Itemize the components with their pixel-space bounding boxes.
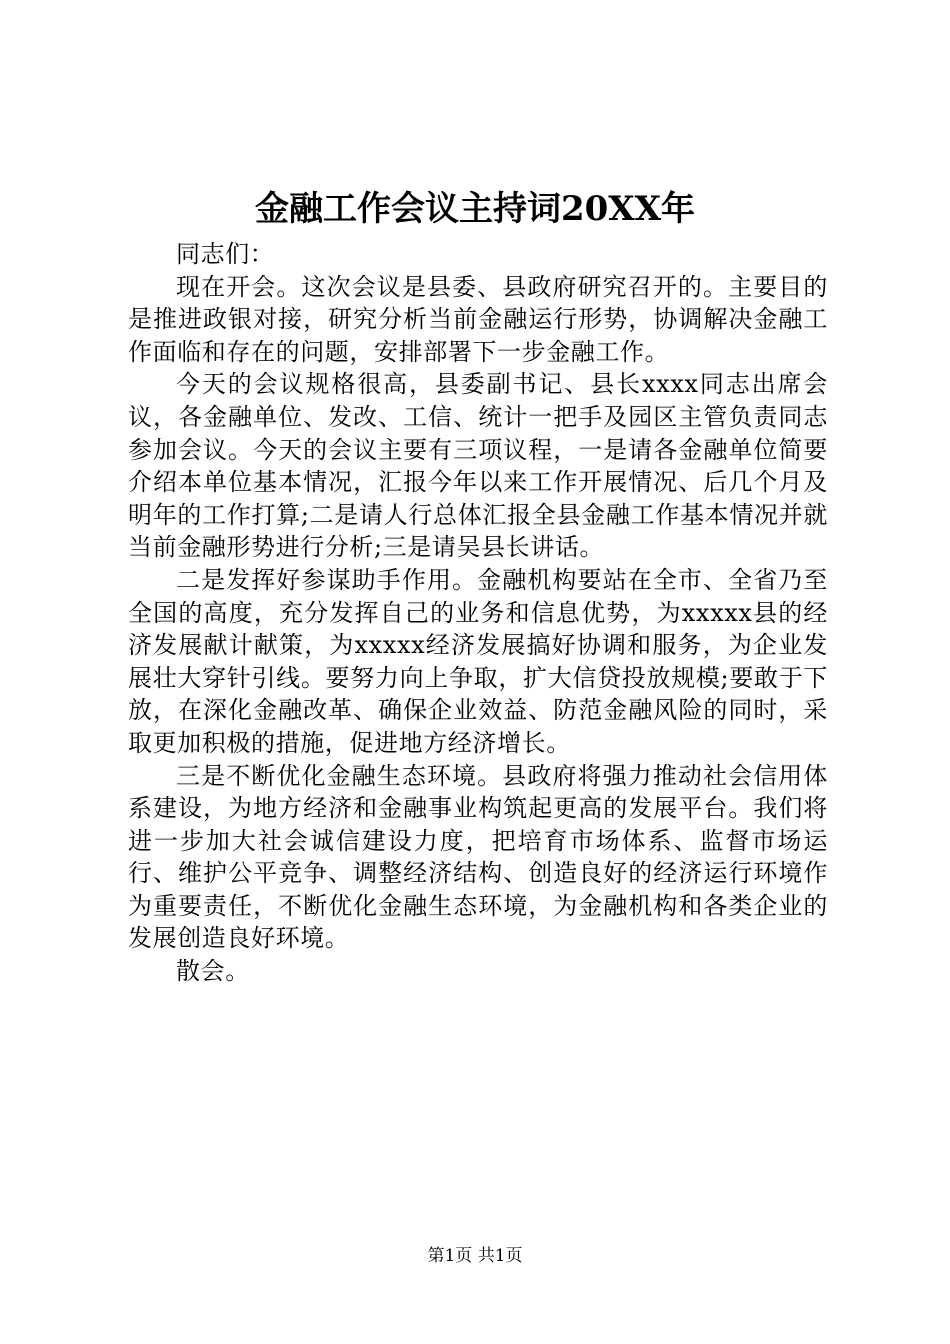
body-paragraph: 今天的会议规格很高，县委副书记、县长xxxx同志出席会议，各金融单位、发改、工信、统计一把手及园区主管负责同志参加会议。今天的会议主要有三项议程，一是请各金融单位简要介绍本单位基本情况，汇报今年以来工作开展情况、后几个月及明年的工作打算;二是请人行总体汇报全县金融工作基本情况并就当前金融形势进行分析;三是请吴县长讲话。	[128, 370, 828, 562]
page-number-footer: 第1页 共1页	[427, 1246, 523, 1266]
greeting-paragraph: 同志们：	[176, 240, 275, 268]
document-title: 金融工作会议主持词20XX年	[254, 189, 696, 229]
document-body	[128, 238, 828, 988]
body-paragraph: 三是不断优化金融生态环境。县政府将强力推动社会信用体系建设，为地方经济和金融事业构筑起更高的发展平台。我们将进一步加大社会诚信建设力度，把培育市场体系、监督市场运行、维护公平竞争、调整经济结构、创造良好的经济运行环境作为重要责任，不断优化金融生态环境，为金融机构和各类企业的发展创造良好环境。	[128, 761, 828, 953]
body-paragraph: 二是发挥好参谋助手作用。金融机构要站在全市、全省乃至全国的高度，充分发挥自己的业务和信息优势，为xxxxx县的经济发展献计献策，为xxxxx经济发展搞好协调和服务，为企业发展壮大穿针引线。要努力向上争取，扩大信贷投放规模;要敢于下放，在深化金融改革、确保企业效益、防范金融风险的同时，采取更加积极的措施，促进地方经济增长。	[128, 565, 828, 757]
body-paragraph: 现在开会。这次会议是县委、县政府研究召开的。主要目的是推进政银对接，研究分析当前金融运行形势，协调解决金融工作面临和存在的问题，安排部署下一步金融工作。	[128, 272, 828, 366]
closing-paragraph: 散会。	[176, 957, 250, 986]
